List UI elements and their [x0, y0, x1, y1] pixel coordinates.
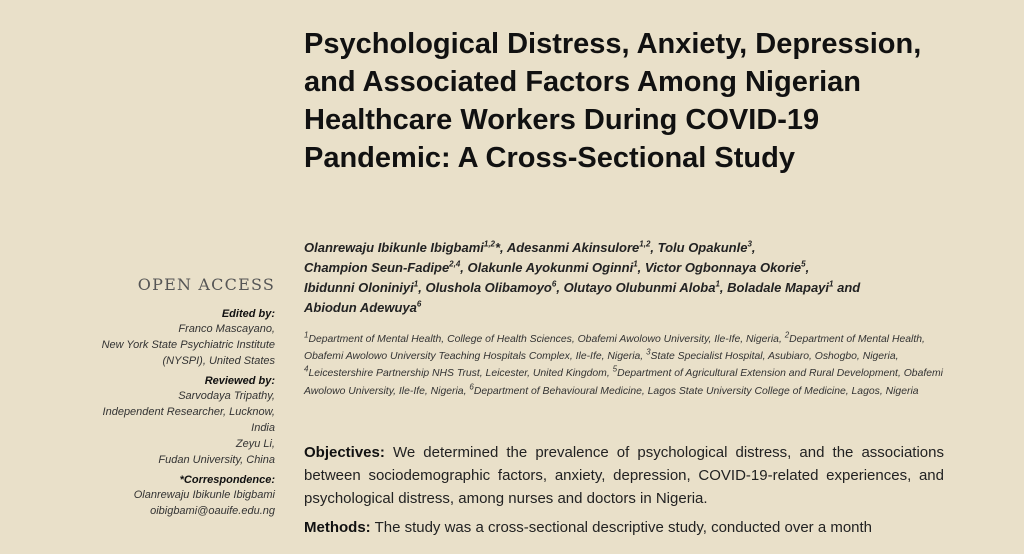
author-affil-sup: 1,2 — [483, 239, 495, 249]
reviewer-line: Zeyu Li, — [235, 438, 275, 450]
editor-line: New York State Psychiatric Institute — [101, 339, 275, 351]
author-entry — [304, 280, 425, 295]
affiliation-number: 2 — [784, 330, 790, 340]
reviewer-line: Independent Researcher, Lucknow, — [102, 406, 275, 418]
abstract-objectives — [304, 441, 944, 510]
affiliation-list — [304, 331, 944, 400]
author-affil-sup: 1 — [633, 259, 638, 269]
author-separator: , — [637, 260, 645, 275]
author-name: Champion Seun-Fadipe — [304, 260, 450, 275]
author-separator: , — [719, 280, 728, 295]
methods-label: Methods: — [304, 519, 371, 536]
author-name: Olanrewaju Ibikunle Ibigbami — [304, 240, 484, 255]
correspondence-heading: *Correspondence: — [179, 474, 275, 486]
author-separator: , — [805, 260, 810, 275]
affiliation-text: Leicestershire Partnership NHS Trust, Leicester, United Kingdom, — [308, 368, 613, 380]
affiliation-entry — [304, 330, 785, 345]
author-separator: , — [650, 240, 658, 255]
author-entry — [507, 240, 658, 255]
author-separator: , — [460, 260, 468, 275]
affiliation-entry — [304, 364, 613, 380]
correspondence-section — [60, 474, 275, 519]
affiliation-text: Department of Agricultural Extension and Rural Development, Obafemi Awolowo University, Ile-Ife, Nigeria, — [304, 368, 943, 397]
affiliation-number: 5 — [612, 364, 618, 374]
editor-line: (NYSPI), United States — [162, 355, 275, 367]
author-affil-sup: 3 — [747, 239, 752, 249]
author-list — [304, 238, 944, 318]
affiliation-entry — [469, 382, 919, 397]
author-entry — [645, 260, 809, 275]
reviewer-line: Fudan University, China — [158, 454, 275, 466]
author-entry — [468, 260, 645, 275]
author-affil-sup: 6 — [551, 279, 557, 289]
author-affil-sup: 1 — [715, 279, 720, 289]
author-entry — [304, 240, 507, 255]
author-affil-sup: 1 — [413, 279, 419, 289]
correspondence-name: Olanrewaju Ibikunle Ibigbami — [133, 489, 275, 501]
author-affil-sup: 2,4 — [449, 259, 461, 269]
objectives-text: We determined the prevalence of psychological distress, and the associations between sociodemographic factors, anxiety, depression, COVID-19-related experiences, and psychological distress, among nurses and doctors in Nigeria. — [304, 444, 944, 507]
reviewed-by-section — [60, 375, 275, 468]
author-entry — [658, 240, 756, 255]
author-separator: and — [833, 280, 861, 295]
article-sidebar — [60, 275, 275, 519]
author-name: Adesanmi Akinsulore — [506, 240, 640, 255]
author-affil-sup: 6 — [416, 299, 422, 309]
reviewer-line: India — [251, 422, 275, 434]
author-name: Boladale Mapayi — [727, 280, 830, 295]
affiliation-number: 6 — [469, 382, 474, 392]
author-name: Ibidunni Oloniniyi — [304, 280, 414, 295]
author-separator: , — [418, 280, 426, 295]
author-name: Olakunle Ayokunmi Oginni — [467, 260, 634, 275]
correspondence-email[interactable]: oibigbami@oauife.edu.ng — [150, 505, 275, 517]
affiliation-text: Department of Behavioural Medicine, Lagos State University College of Medicine, Lagos, Nigeria — [473, 385, 919, 397]
author-separator: , — [556, 280, 564, 295]
author-entry — [564, 280, 728, 295]
author-name: Tolu Opakunle — [657, 240, 748, 255]
abstract-methods — [304, 516, 944, 539]
author-affil-sup: 1 — [829, 279, 834, 289]
affiliation-text: Department of Mental Health, College of Health Sciences, Obafemi Awolowo University, Ile-Ife, Nigeria, — [308, 334, 785, 345]
author-affil-sup: 1,2 — [639, 239, 651, 249]
edited-by-heading: Edited by: — [221, 308, 275, 320]
author-name: Victor Ogbonnaya Okorie — [644, 260, 802, 275]
author-affil-sup: 5 — [801, 259, 806, 269]
affiliation-text: Department of Mental Health, Obafemi Awolowo University Teaching Hospitals Complex, Ile-Ife, Nigeria, — [304, 334, 925, 363]
abstract — [304, 441, 944, 545]
affiliation-number: 3 — [646, 347, 651, 357]
reviewer-line: Sarvodaya Tripathy, — [178, 390, 275, 402]
affiliation-entry — [646, 347, 899, 363]
author-name: Abiodun Adewuya — [304, 300, 417, 315]
edited-by-section — [60, 308, 275, 369]
affiliation-number: 4 — [304, 364, 309, 374]
author-separator: , — [751, 240, 756, 255]
objectives-label: Objectives: — [304, 444, 385, 461]
author-separator: *, — [495, 240, 507, 255]
article-title: Psychological Distress, Anxiety, Depression, and Associated Factors Among Nigerian Healthcare Workers During COVID-19 Pandemic: A Cross-Sectional Study — [304, 28, 922, 174]
methods-text: The study was a cross-sectional descriptive study, conducted over a month — [370, 519, 873, 536]
affiliation-text: State Specialist Hospital, Asubiaro, Oshogbo, Nigeria, — [650, 351, 899, 363]
author-entry — [727, 280, 860, 295]
affiliation-number: 1 — [304, 330, 309, 340]
open-access-badge: OPEN ACCESS — [137, 275, 275, 294]
author-entry — [304, 300, 421, 315]
editor-line: Franco Mascayano, — [178, 323, 275, 335]
author-entry — [425, 280, 563, 295]
reviewed-by-heading: Reviewed by: — [204, 375, 275, 387]
author-name: Olushola Olibamoyo — [425, 280, 552, 295]
author-name: Olutayo Olubunmi Aloba — [563, 280, 716, 295]
author-entry — [304, 260, 468, 275]
